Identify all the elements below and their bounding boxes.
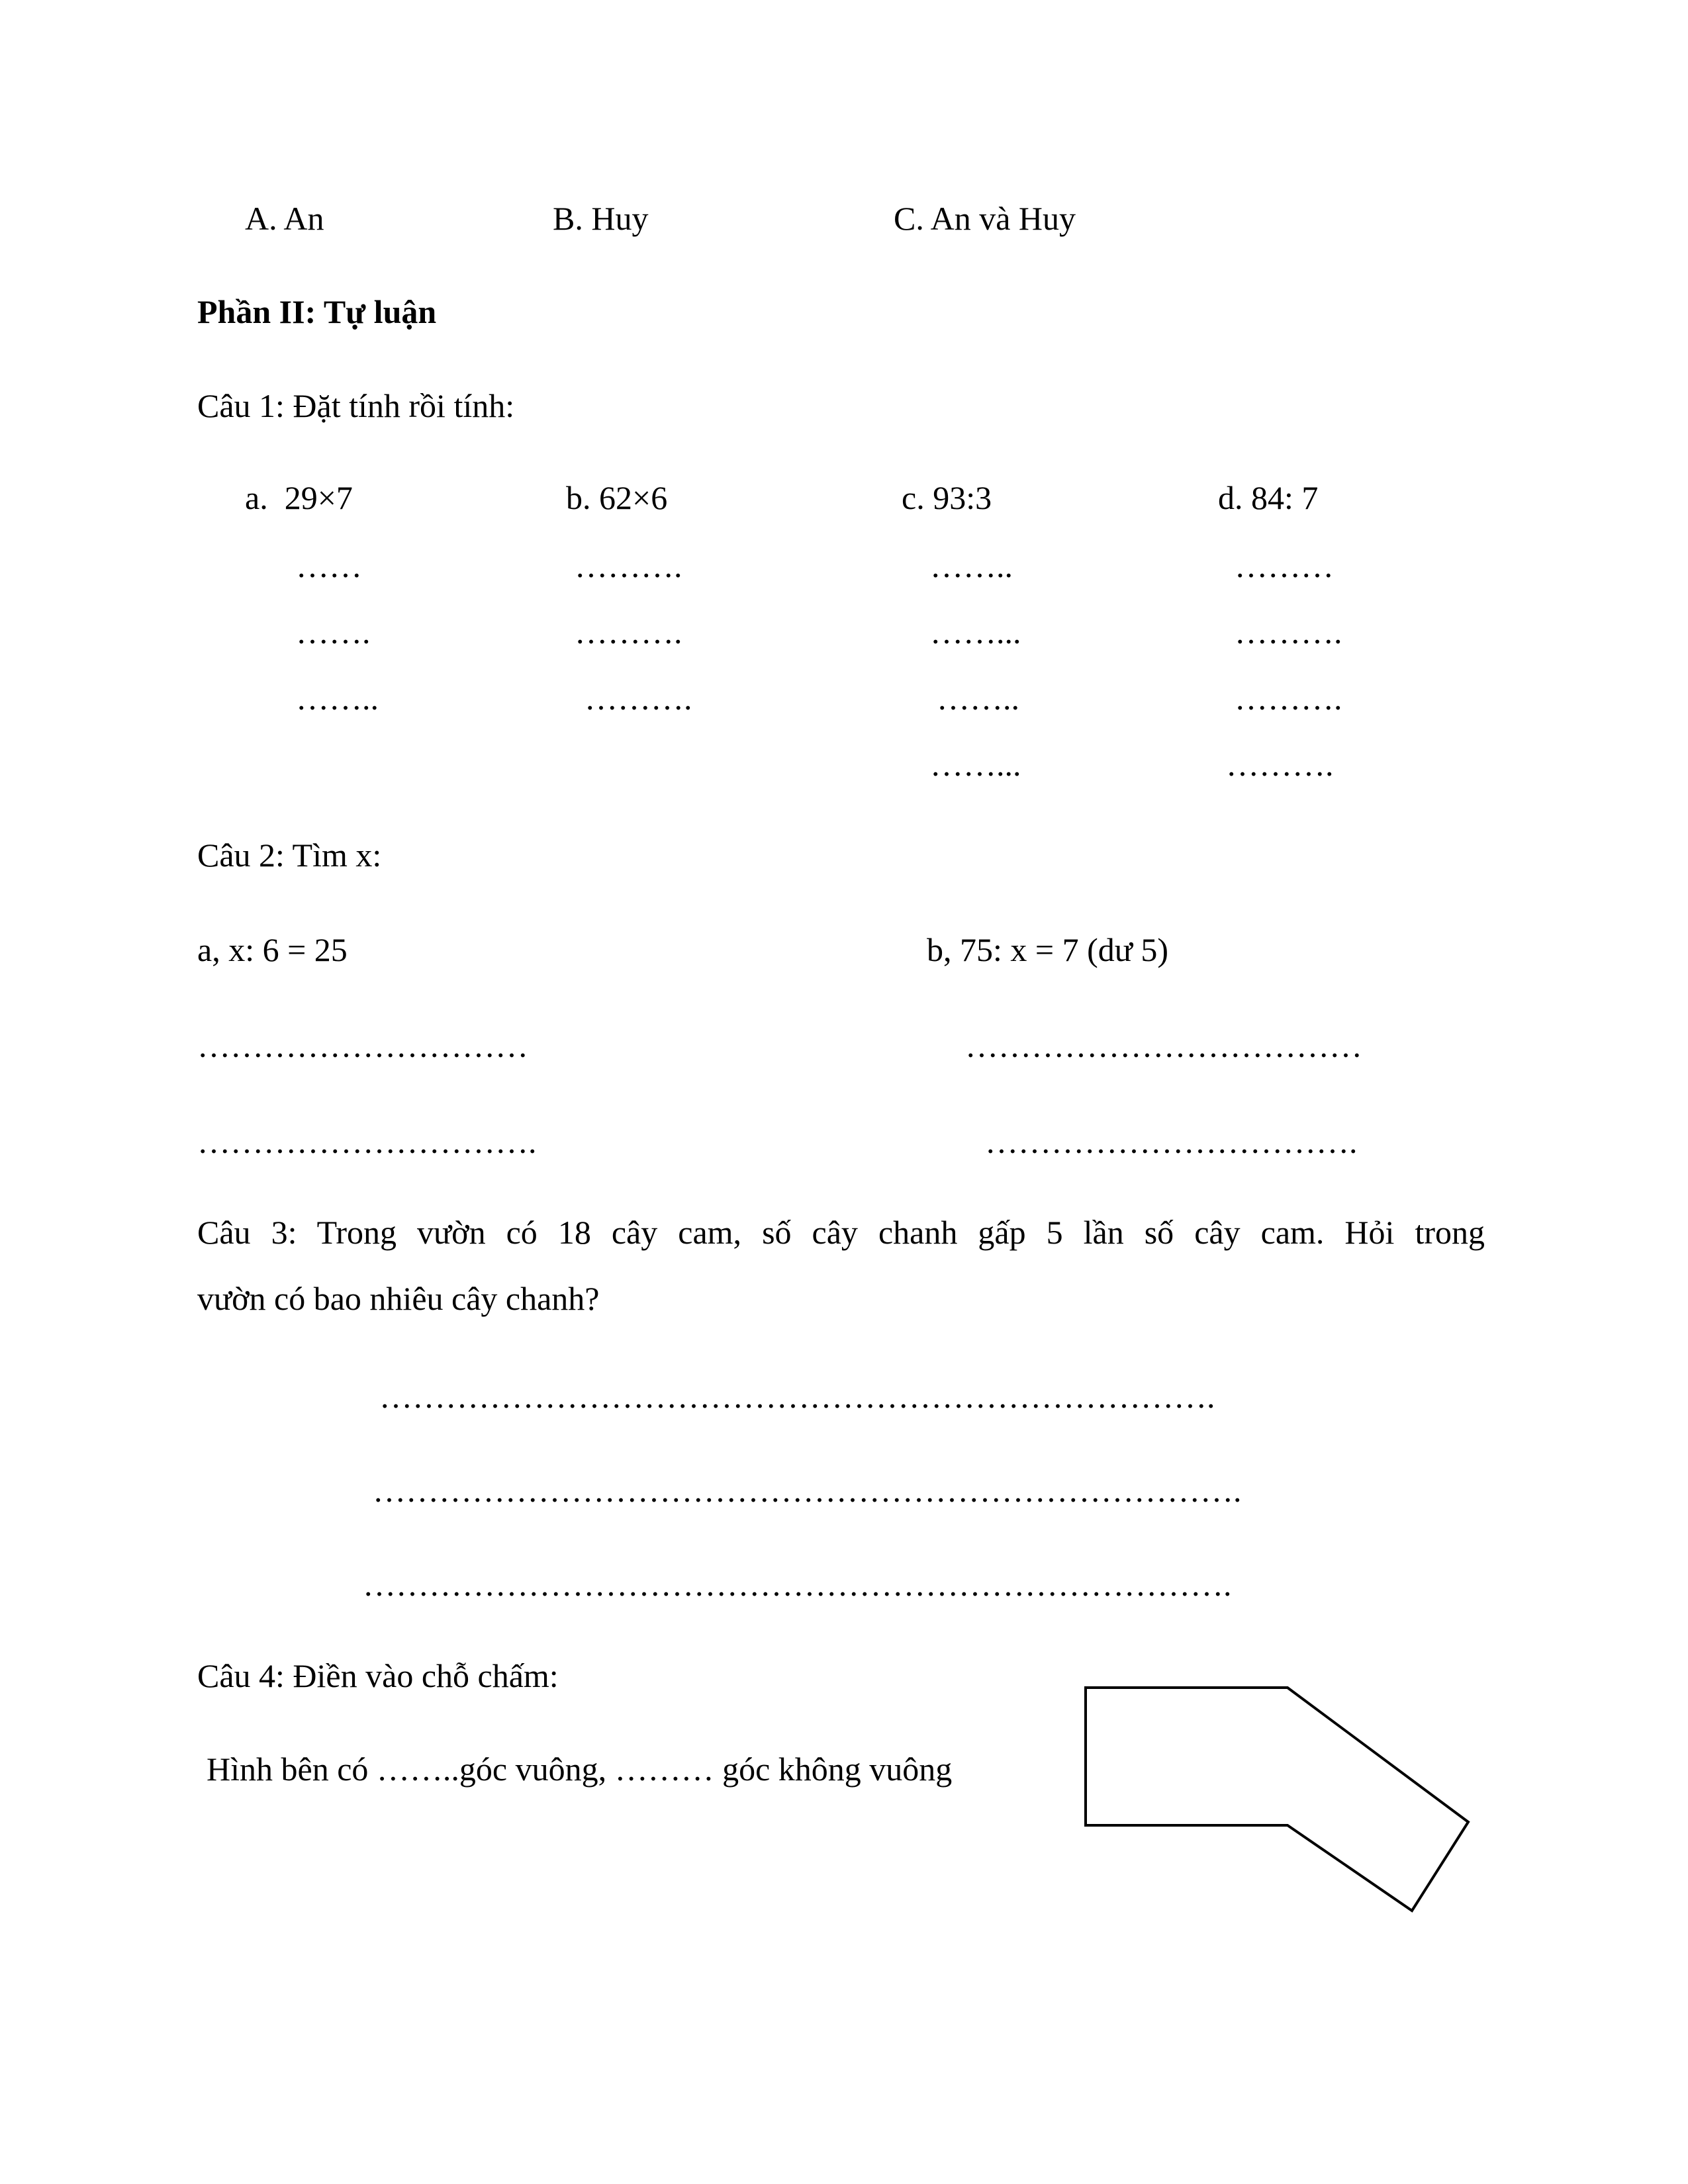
q3-prompt-line-1: Câu 3: Trong vườn có 18 cây cam, số cây chanh gấp 5 lần số cây cam. Hỏi trong xyxy=(197,1214,1485,1251)
q1-prompt: Câu 1: Đặt tính rồi tính: xyxy=(197,387,515,424)
q1-c-line-3: …….. xyxy=(937,680,1019,717)
q1-problem-a: a. 29×7 xyxy=(245,479,353,516)
q2-b-line-1: ……………………………… xyxy=(965,1027,1362,1064)
q1-d-line-4: ………. xyxy=(1226,746,1334,783)
q1-d-line-2: ………. xyxy=(1235,614,1342,651)
q1-problem-b: b. 62×6 xyxy=(566,479,668,516)
q1-problem-c: c. 93:3 xyxy=(902,479,992,516)
q2-prompt: Câu 2: Tìm x: xyxy=(197,837,382,874)
q1-c-line-1: …….. xyxy=(930,547,1013,584)
q2-b-problem: b, 75: x = 7 (dư 5) xyxy=(927,931,1168,968)
q2-a-line-2: …………………………. xyxy=(197,1123,537,1160)
q2-a-problem: a, x: 6 = 25 xyxy=(197,931,348,968)
option-c: C. An và Huy xyxy=(894,200,1076,237)
q3-answer-line-2: ……………………………………………………………………. xyxy=(373,1472,1242,1509)
option-b: B. Huy xyxy=(553,200,649,237)
q2-a-line-1: ………………………… xyxy=(197,1027,528,1064)
q3-answer-line-1: …………………………………………………………………. xyxy=(379,1378,1215,1415)
q1-a-line-3: …….. xyxy=(296,680,379,717)
q4-statement: Hình bên có ……..góc vuông, ……… góc không vuông xyxy=(207,1751,953,1788)
q1-b-line-3: ………. xyxy=(585,680,692,717)
q4-shape-polygon xyxy=(1086,1688,1468,1911)
q1-b-line-1: ………. xyxy=(575,547,682,584)
q2-b-line-2: ……………………………. xyxy=(985,1123,1358,1160)
q4-prompt: Câu 4: Điền vào chỗ chấm: xyxy=(197,1657,559,1694)
q1-c-line-4: ……... xyxy=(930,746,1021,783)
q1-b-line-2: ………. xyxy=(575,614,682,651)
q1-c-line-2: ……... xyxy=(930,614,1021,651)
section-title: Phần II: Tự luận xyxy=(197,293,437,330)
option-a: A. An xyxy=(245,200,324,237)
q3-prompt-line-2: vườn có bao nhiêu cây chanh? xyxy=(197,1280,600,1317)
q1-a-line-1: …… xyxy=(296,547,362,584)
q1-d-line-1: ……… xyxy=(1235,547,1334,584)
q1-d-line-3: ………. xyxy=(1235,680,1342,717)
q1-problem-d: d. 84: 7 xyxy=(1218,479,1319,516)
q1-a-line-2: ……. xyxy=(296,614,371,651)
q3-answer-line-3: ……………………………………………………………………. xyxy=(363,1566,1232,1603)
